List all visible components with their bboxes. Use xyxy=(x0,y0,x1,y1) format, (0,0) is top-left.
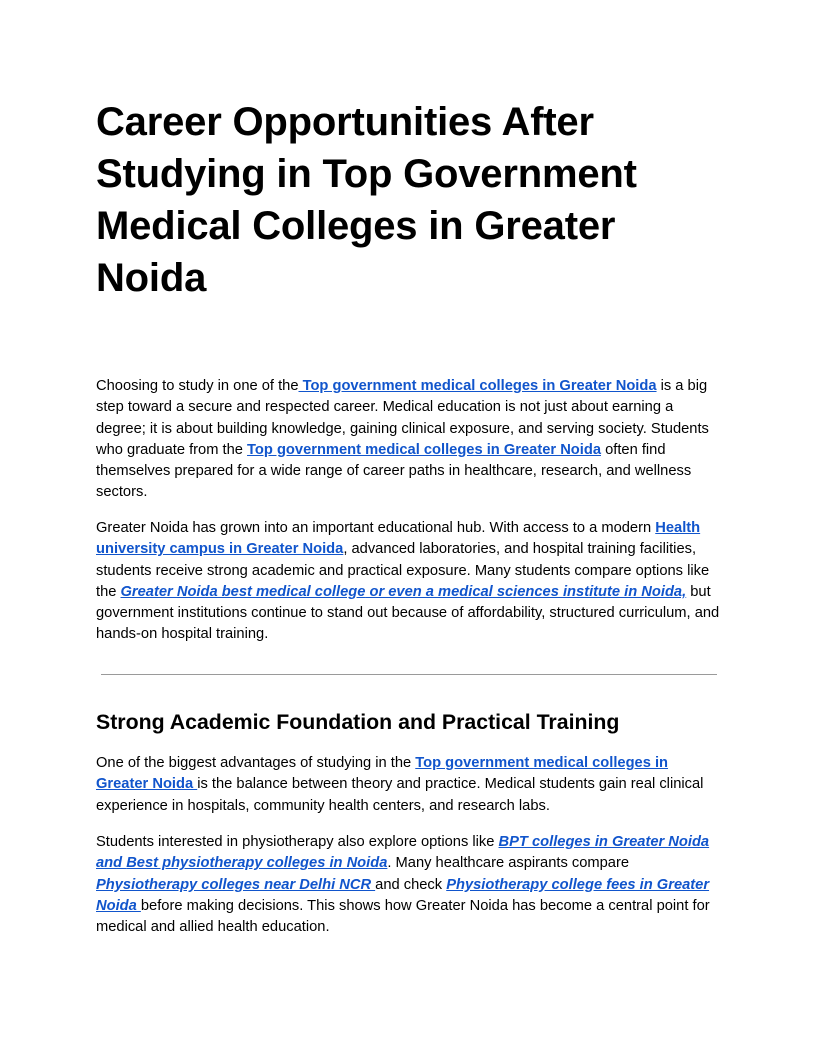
foundation-paragraph xyxy=(96,753,720,817)
intro-text-1: Choosing to study in one of the xyxy=(96,378,299,394)
link-best-physiotherapy-colleges[interactable]: Best physiotherapy colleges in Noida xyxy=(126,855,388,872)
link-best-medical-college[interactable]: Greater Noida best medical college xyxy=(120,583,366,600)
intro-text-3: often find themselves prepared for a wide range of career paths in healthcare, research, and wellness sectors. xyxy=(96,441,692,501)
physio-text-1: Students interested in physiotherapy also explore options like xyxy=(96,834,499,850)
link-top-govt-medical-colleges-2[interactable]: Top government medical colleges in Greater Noida xyxy=(247,441,601,458)
link-top-govt-medical-colleges-1[interactable]: Top government medical colleges in Greater Noida xyxy=(298,378,657,394)
link-health-university-campus[interactable]: Health university campus in Greater Noida xyxy=(96,520,701,558)
intro-text-2: is a big step toward a secure and respected career. Medical education is not just about earning a degree; it is about building knowledge, gaining clinical exposure, and serving society. Students who graduate from the xyxy=(96,378,709,458)
intro-paragraph xyxy=(96,376,720,504)
foundation-text-1: One of the biggest advantages of studying in the xyxy=(96,755,416,771)
physio-paragraph xyxy=(96,832,720,938)
link-physiotherapy-fees[interactable]: Physiotherapy college fees in Greater Noida xyxy=(96,876,710,914)
link-physiotherapy-colleges-ncr[interactable]: Physiotherapy colleges near Delhi NCR xyxy=(96,876,376,893)
physio-text-2: . Many healthcare aspirants compare xyxy=(387,855,630,872)
horizontal-divider xyxy=(101,674,717,675)
hub-paragraph xyxy=(96,518,720,646)
page-title: Career Opportunities After Studying in Top Government Medical Colleges in Greater Noida xyxy=(96,100,637,300)
link-medical-sciences-institute[interactable]: or even a medical sciences institute in Noida, xyxy=(365,583,687,600)
section-heading: Strong Academic Foundation and Practical Training xyxy=(96,710,620,734)
foundation-text-2: is the balance between theory and practice. Medical students gain real clinical experience in hospitals, community health centers, and research labs. xyxy=(96,776,704,814)
physio-link-joiner: and xyxy=(96,855,127,872)
hub-text-1: Greater Noida has grown into an important educational hub. With access to a modern xyxy=(96,520,656,536)
hub-text-2: , advanced laboratories, and hospital training facilities, students receive strong academic and practical exposure. Many students compare options like the xyxy=(96,541,710,600)
document-page xyxy=(96,96,720,936)
physio-text-3: and check xyxy=(375,876,447,893)
physio-text-4: before making decisions. This shows how Greater Noida has become a central point for medical and allied health education. xyxy=(96,897,710,936)
hub-text-3: but government institutions continue to stand out because of affordability, structured curriculum, and hands-on hospital training. xyxy=(96,583,720,643)
link-top-govt-medical-colleges-3[interactable]: Top government medical colleges in Greater Noida xyxy=(96,755,669,793)
link-bpt-colleges[interactable]: BPT colleges in Greater Noida xyxy=(498,834,710,850)
